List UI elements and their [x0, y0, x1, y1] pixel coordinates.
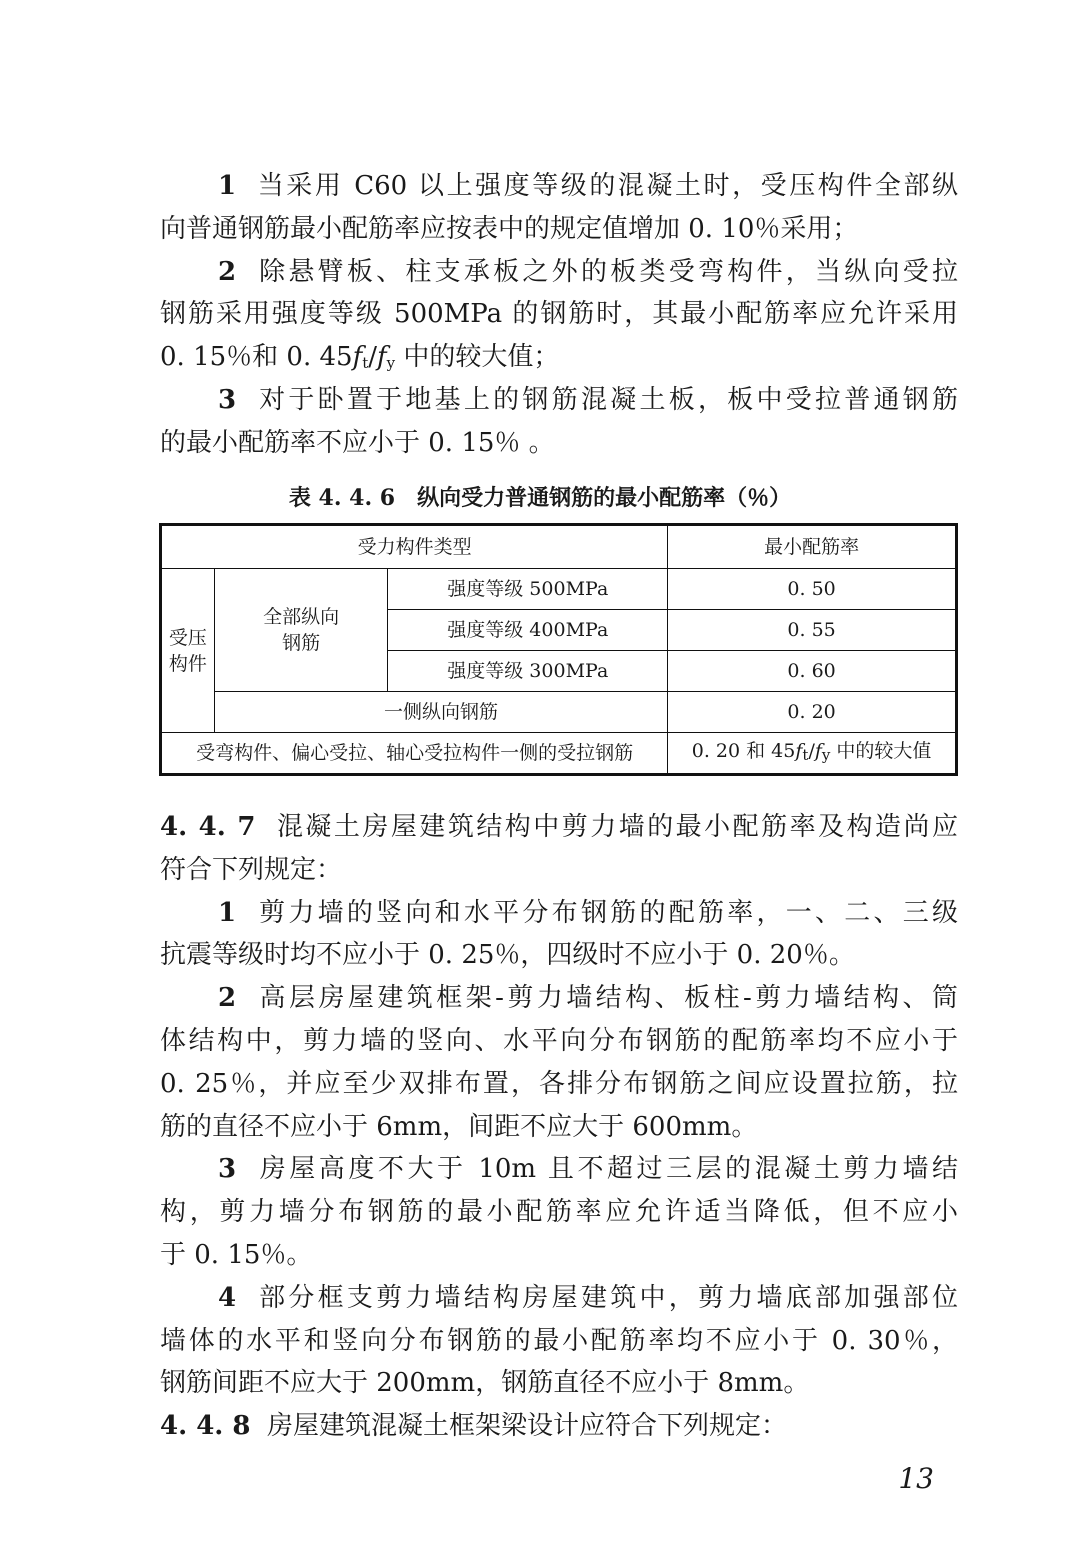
- item-number: 3: [218, 384, 237, 415]
- text-line: [160, 1277, 958, 1320]
- table-cell: 0. 55: [668, 610, 957, 651]
- header-cell: 受力构件类型: [161, 525, 668, 569]
- text-line: 符合下列规定：: [160, 854, 343, 885]
- text-line: [160, 1148, 958, 1191]
- clause-notes: [160, 165, 958, 465]
- text: 0. 20 和 45: [691, 740, 796, 762]
- table-cell: 受弯构件、偏心受拉、轴心受拉构件一侧的受拉钢筋: [161, 733, 668, 775]
- text-line: 体结构中，剪力墙的竖向、水平向分布钢筋的配筋率均不应小于: [160, 1025, 958, 1056]
- table-cell: [668, 733, 957, 775]
- text-line: 于 0. 15％。: [160, 1239, 313, 1270]
- formula: f: [795, 740, 803, 762]
- table-cell: 0. 20: [668, 692, 957, 733]
- text-line: 0. 25％，并应至少双排布置，各排分布钢筋之间应设置拉筋，拉: [160, 1068, 958, 1099]
- table-row: [161, 569, 957, 610]
- text-line: 构，剪力墙分布钢筋的最小配筋率应允许适当降低，但不应小: [160, 1197, 958, 1228]
- text: 部分框支剪力墙结构房屋建筑中，剪力墙底部加强部位: [259, 1282, 958, 1313]
- formula: f: [352, 342, 363, 373]
- text-line: 墙体的水平和竖向分布钢筋的最小配筋率均不应小于 0. 30％，: [160, 1325, 958, 1356]
- header-cell: 最小配筋率: [668, 525, 957, 569]
- table-cell: 0. 50: [668, 569, 957, 610]
- clause-number: 4. 4. 8: [160, 1411, 251, 1442]
- formula: t: [802, 746, 809, 764]
- table-cell: 一侧纵向钢筋: [214, 692, 667, 733]
- text: 房屋建筑混凝土框架梁设计应符合下列规定：: [267, 1411, 788, 1442]
- text: 高层房屋建筑框架-剪力墙结构、板柱-剪力墙结构、筒: [259, 983, 958, 1014]
- text-line: [160, 336, 958, 379]
- table-cell: 强度等级 400MPa: [388, 610, 668, 651]
- table-cell: 全部纵向钢筋: [214, 569, 388, 692]
- item-number: 2: [218, 256, 237, 287]
- table-cell: 强度等级 300MPa: [388, 651, 668, 692]
- text: 中的较大值；: [395, 342, 560, 373]
- text: 剪力墙的竖向和水平分布钢筋的配筋率，一、二、三级: [259, 897, 958, 928]
- text-line: 向普通钢筋最小配筋率应按表中的规定值增加 0. 10％采用；: [160, 213, 859, 244]
- table-row: [161, 525, 957, 569]
- formula: y: [821, 746, 831, 764]
- text-line: 钢筋间距不应大于 200mm，钢筋直径不应小于 8mm。: [160, 1368, 810, 1399]
- text-line: [160, 806, 958, 849]
- text: 对于卧置于地基上的钢筋混凝土板，板中受拉普通钢筋: [259, 384, 958, 415]
- text-line: 钢筋采用强度等级 500MPa 的钢筋时，其最小配筋率应允许采用: [160, 299, 958, 330]
- text-line: 抗震等级时均不应小于 0. 25％，四级时不应小于 0. 20％。: [160, 940, 855, 971]
- table-row: [161, 692, 957, 733]
- text-line: [160, 892, 958, 935]
- formula: f: [377, 342, 387, 373]
- item-number: 4: [218, 1282, 237, 1313]
- table-row: [161, 733, 957, 775]
- table-cell: 0. 60: [668, 651, 957, 692]
- formula: y: [386, 354, 396, 373]
- text-line: 筋的直径不应小于 6mm，间距不应大于 600mm。: [160, 1111, 758, 1142]
- text-line: 的最小配筋率不应小于 0. 15％ 。: [160, 427, 555, 458]
- text-line: [160, 165, 958, 208]
- page-number: 13: [898, 1462, 934, 1495]
- formula: t: [362, 354, 369, 373]
- text: 当采用 C60 以上强度等级的混凝土时，受压构件全部纵: [257, 171, 958, 201]
- clause-number: 4. 4. 7: [160, 812, 256, 842]
- item-number: 1: [218, 171, 237, 201]
- item-number: 2: [218, 983, 237, 1014]
- text: 房屋高度不大于 10m 且不超过三层的混凝土剪力墙结: [259, 1154, 958, 1185]
- text-line: [160, 977, 958, 1020]
- formula: /: [808, 740, 815, 762]
- text-line: [160, 379, 958, 422]
- text: 混凝土房屋建筑结构中剪力墙的最小配筋率及构造尚应: [276, 812, 959, 842]
- table-caption: 表 4. 4. 6 纵向受力普通钢筋的最小配筋率（％）: [288, 485, 792, 511]
- text: 除悬臂板、柱支承板之外的板类受弯构件，当纵向受拉: [259, 256, 958, 287]
- table-cell: 受压构件: [161, 569, 215, 733]
- text: 0. 15％和 0. 45: [160, 342, 353, 373]
- formula: f: [814, 740, 822, 762]
- table-cell: 强度等级 500MPa: [388, 569, 668, 610]
- formula: /: [368, 342, 377, 373]
- item-number: 1: [218, 897, 237, 928]
- text-line: [160, 1405, 958, 1448]
- text: 中的较大值: [830, 740, 932, 762]
- clause-4-4-7: [160, 806, 958, 1448]
- item-number: 3: [218, 1154, 237, 1185]
- text-line: [160, 251, 958, 294]
- min-reinforcement-table: [159, 523, 958, 776]
